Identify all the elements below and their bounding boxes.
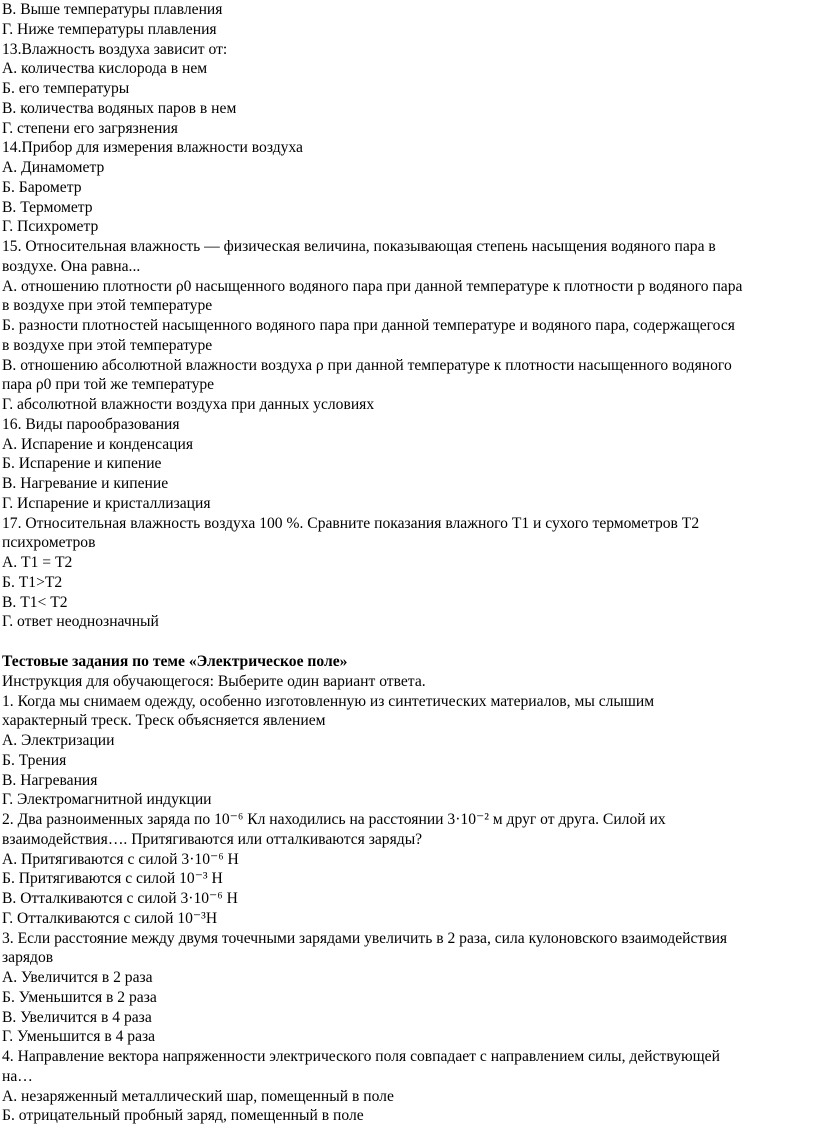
text-line: Г. Отталкиваются с силой 10⁻³Н [2, 909, 218, 927]
section-spacer [2, 632, 814, 652]
humidity-questions-block [2, 0, 814, 632]
text-line: Г. ответ неоднозначный [2, 613, 159, 631]
text-line: А. Увеличится в 2 раза [2, 969, 153, 986]
text-line: А. Электризации [2, 732, 115, 749]
text-line: 14.Прибор для измерения влажности воздуха [2, 139, 303, 157]
text-line: 2. Два разноименных заряда по 10⁻⁶ Кл находились на расстоянии 3·10⁻² м друг от друга. Силой их [2, 811, 666, 828]
text-line: Б. Испарение и кипение [2, 455, 162, 473]
text-line: А. количества кислорода в нем [2, 60, 208, 78]
text-line: Г. степени его загрязнения [2, 119, 178, 137]
text-line: Б. его температуры [2, 80, 130, 97]
text-line: взаимодействия…. Притягиваются или отталкиваются заряды? [2, 830, 423, 848]
text-line: пара ρ0 при той же температуре [2, 376, 215, 394]
text-line: А. Притягиваются с силой 3·10⁻⁶ Н [2, 850, 239, 868]
text-line: на… [2, 1067, 33, 1085]
text-line: характерный треск. Треск объясняется явлением [2, 712, 326, 730]
text-line: 4. Направление вектора напряженности электрического поля совпадает с направлением силы, действующей [2, 1048, 720, 1065]
text-line: В. Отталкиваются с силой 3·10⁻⁶ Н [2, 890, 238, 907]
text-line: Инструкция для обучающегося: Выберите один вариант ответа. [2, 672, 426, 690]
text-line: В. количества водяных паров в нем [2, 99, 237, 117]
text-line: зарядов [2, 949, 54, 967]
text-line: в воздухе при этой температуре [2, 297, 213, 315]
text-line: 13.Влажность воздуха зависит от: [2, 40, 228, 58]
text-line: В. Выше температуры плавления [2, 1, 223, 18]
text-line: А. Испарение и конденсация [2, 435, 194, 453]
text-line: в воздухе при этой температуре [2, 336, 213, 354]
text-line: 15. Относительная влажность — физическая величина, показывающая степень насыщения водяного пара в [2, 238, 716, 255]
text-line: Б. Барометр [2, 178, 82, 196]
text-line: В. Увеличится в 4 раза [2, 1008, 152, 1026]
section-title: Тестовые задания по теме «Электрическое поле» [2, 653, 348, 670]
text-line: Г. Психрометр [2, 218, 99, 236]
text-line: Б. Т1>Т2 [2, 573, 63, 591]
text-line: Б. отрицательный пробный заряд, помещенный в поле [2, 1107, 364, 1125]
text-line: Г. абсолютной влажности воздуха при данных условиях [2, 396, 375, 413]
text-line: 1. Когда мы снимаем одежду, особенно изготовленную из синтетических материалов, мы слышим [2, 692, 655, 710]
text-line: Г. Ниже температуры плавления [2, 20, 217, 38]
text-line: А. незаряженный металлический шар, помещенный в поле [2, 1087, 394, 1105]
text-line: Г. Испарение и кристаллизация [2, 494, 211, 512]
text-line: Г. Уменьшится в 4 раза [2, 1028, 156, 1046]
text-line: А. отношению плотности ρ0 насыщенного водяного пара при данной температуре к плотности р водяного пара [2, 277, 743, 295]
text-line: В. Нагревания [2, 771, 98, 789]
text-line: 3. Если расстояние между двумя точечными зарядами увеличить в 2 раза, сила кулоновского взаимодействия [2, 929, 728, 947]
text-line: Г. Электромагнитной индукции [2, 791, 212, 809]
text-line: В. Термометр [2, 198, 93, 216]
text-line: А. Динамометр [2, 159, 105, 176]
electric-field-questions-block [2, 672, 814, 1126]
text-line: А. Т1 = Т2 [2, 554, 73, 571]
text-line: В. Нагревание и кипение [2, 475, 169, 492]
text-line: Б. Притягиваются с силой 10⁻³ Н [2, 870, 223, 888]
text-line: В. Т1< Т2 [2, 593, 68, 611]
text-line: Б. разности плотностей насыщенного водяного пара при данной температуре и водяного пара, содержащегося [2, 317, 735, 334]
text-line: психрометров [2, 534, 96, 552]
text-line: В. отношению абсолютной влажности воздуха ρ при данной температуре к плотности насыщенного водяного [2, 356, 732, 374]
text-line: 17. Относительная влажность воздуха 100 %. Сравните показания влажного Т1 и сухого термометров Т2 [2, 514, 700, 532]
text-line: воздухе. Она равна... [2, 257, 141, 275]
text-line: Б. Трения [2, 751, 67, 769]
text-line: 16. Виды парообразования [2, 415, 180, 433]
text-line: Б. Уменьшится в 2 раза [2, 988, 157, 1006]
